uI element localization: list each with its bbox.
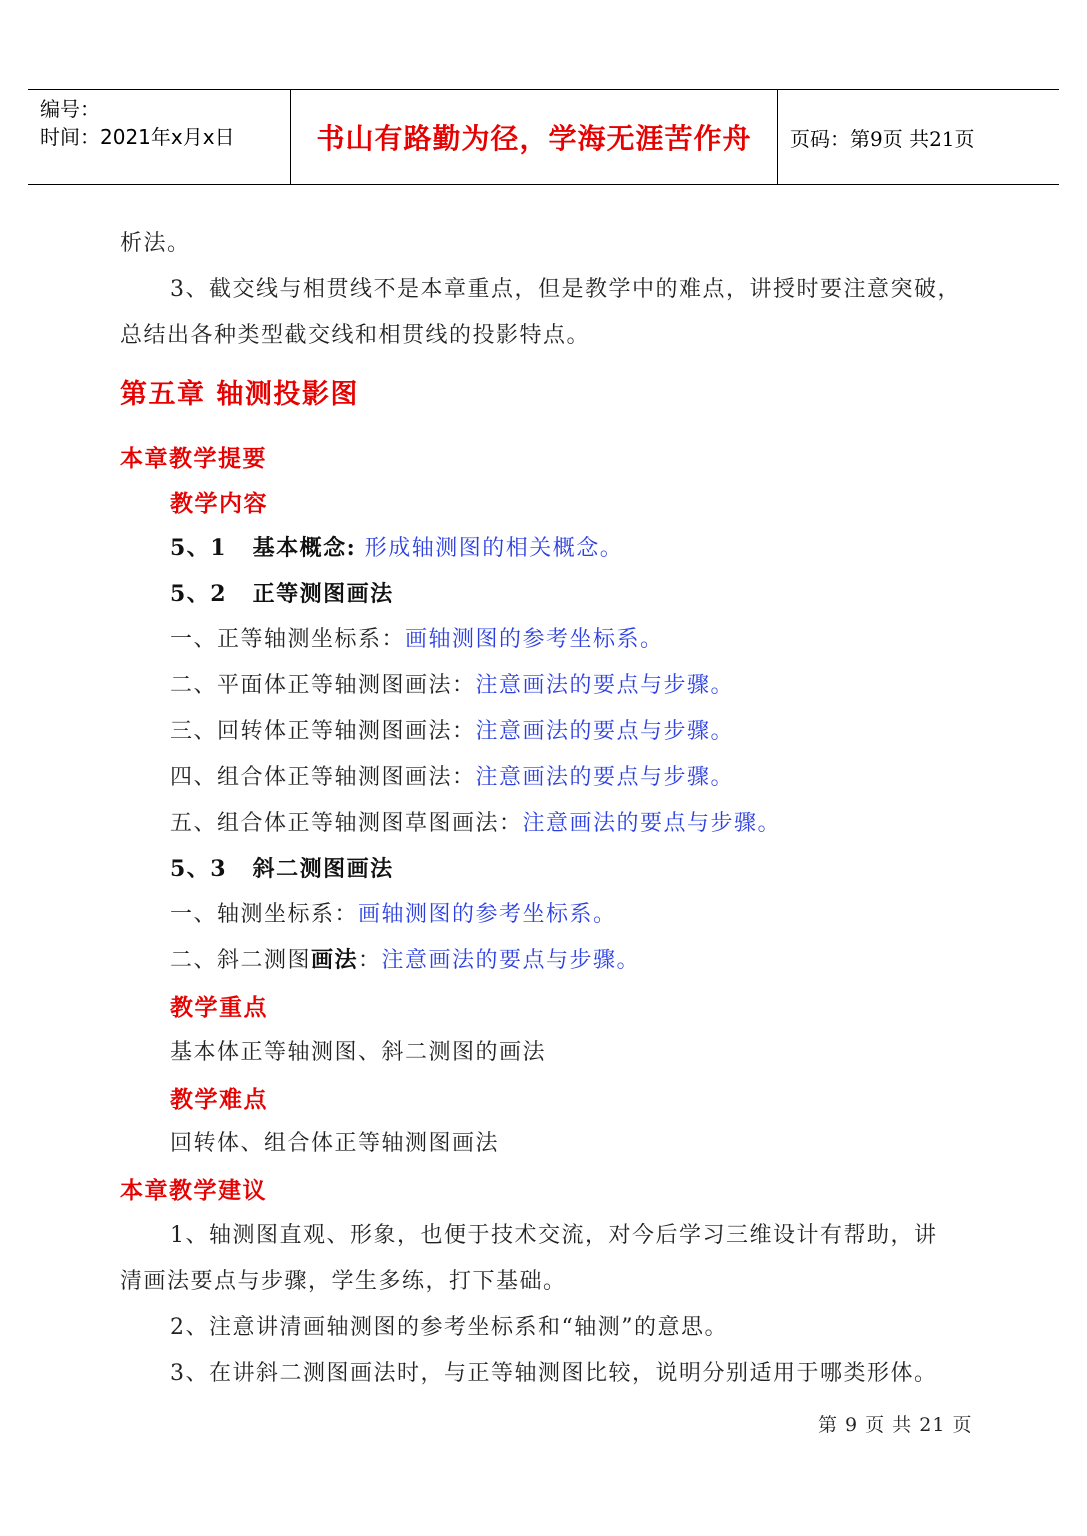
section-5-1-desc: 形成轴测图的相关概念。 <box>364 536 624 561</box>
summary-heading: 本章教学提要 <box>120 445 267 472</box>
motto: 书山有路勤为径，学海无涯苦作舟 <box>316 122 752 155</box>
time-label: 时间：2021年x月x日 <box>40 125 235 149</box>
paragraph-3-line-2: 总结出各种类型截交线和相贯线的投影特点。 <box>120 323 591 348</box>
section-5-3-number: 5、3 <box>170 856 228 882</box>
paragraph-3-line-1: 3、截交线与相贯线不是本章重点，但是教学中的难点，讲授时要注意突破， <box>170 277 961 302</box>
section-5-2 <box>170 577 394 608</box>
section-5-1 <box>170 531 623 562</box>
section-5-2-title: 正等测图画法 <box>252 581 394 607</box>
item-5-3-1 <box>170 897 617 928</box>
advice-heading: 本章教学建议 <box>120 1177 267 1204</box>
item-5-2-5 <box>170 806 781 837</box>
header-page-cell <box>778 90 1059 184</box>
item-label: 二、斜二测图 <box>170 948 312 973</box>
item-5-2-3 <box>170 714 734 745</box>
item-label: 五、组合体正等轴测图草图画法： <box>170 811 523 836</box>
item-desc: 注意画法的要点与步骤。 <box>381 948 641 973</box>
item-desc: 注意画法的要点与步骤。 <box>475 765 735 790</box>
difficulties-heading: 教学难点 <box>170 1086 268 1113</box>
item-label: 三、回转体正等轴测图画法： <box>170 719 476 744</box>
item-desc: 画轴测图的参考坐标系。 <box>405 627 664 652</box>
content-heading: 教学内容 <box>170 490 268 517</box>
advice-2: 2、注意讲清画轴测图的参考坐标系和“轴测”的意思。 <box>170 1315 728 1340</box>
chapter-title: 第五章 轴测投影图 <box>120 379 359 410</box>
header-motto-cell <box>291 90 778 184</box>
item-5-2-4 <box>170 760 734 791</box>
section-5-1-title: 基本概念: <box>252 535 357 561</box>
document-header <box>28 89 1059 185</box>
page-label: 页码：第9页 共21页 <box>790 126 975 151</box>
item-5-2-2 <box>170 668 734 699</box>
header-meta <box>28 90 291 184</box>
difficulties-text: 回转体、组合体正等轴测图画法 <box>170 1131 500 1156</box>
key-points-heading: 教学重点 <box>170 994 268 1021</box>
item-label: 一、轴测坐标系： <box>170 902 359 927</box>
item-5-3-2 <box>170 943 640 974</box>
item-desc: 注意画法的要点与步骤。 <box>475 673 735 698</box>
item-desc: 画轴测图的参考坐标系。 <box>358 902 617 927</box>
advice-1-line-1: 1、轴测图直观、形象，也便于技术交流，对今后学习三维设计有帮助，讲 <box>170 1223 938 1248</box>
section-5-3 <box>170 852 394 883</box>
number-label: 编号： <box>40 97 100 121</box>
section-5-3-title: 斜二测图画法 <box>252 856 394 882</box>
section-5-1-number: 5、1 <box>170 535 228 561</box>
item-label: 一、正等轴测坐标系： <box>170 627 406 652</box>
section-5-2-number: 5、2 <box>170 581 228 607</box>
advice-3: 3、在讲斜二测图画法时，与正等轴测图比较，说明分别适用于哪类形体。 <box>170 1361 938 1386</box>
page-footer: 第 9 页 共 21 页 <box>818 1414 973 1436</box>
item-label: 四、组合体正等轴测图画法： <box>170 765 476 790</box>
advice-1-line-2: 清画法要点与步骤，学生多练，打下基础。 <box>120 1269 567 1294</box>
paragraph-tail: 析法。 <box>120 231 191 256</box>
item-desc: 注意画法的要点与步骤。 <box>475 719 735 744</box>
item-label-bold: 画法 <box>311 947 359 973</box>
item-5-2-1 <box>170 622 664 653</box>
key-points-text: 基本体正等轴测图、斜二测图的画法 <box>170 1040 547 1065</box>
item-desc: 注意画法的要点与步骤。 <box>522 811 782 836</box>
item-label: 二、平面体正等轴测图画法： <box>170 673 476 698</box>
item-colon: ： <box>358 948 382 973</box>
